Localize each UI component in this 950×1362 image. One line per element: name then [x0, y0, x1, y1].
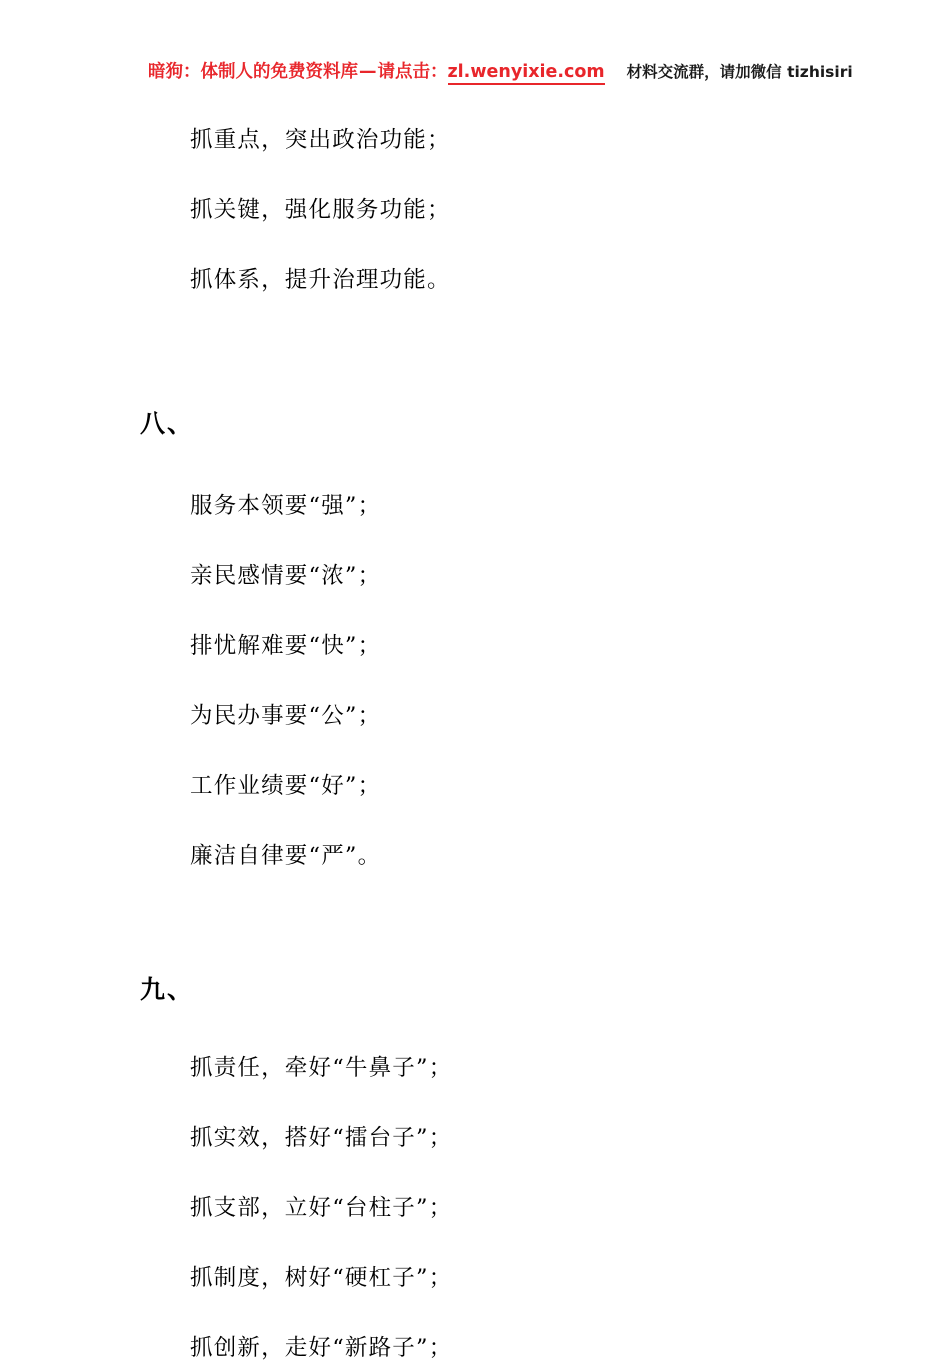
watermark-banner [148, 58, 853, 85]
document-line: 抓实效，搭好“擂台子”； [190, 1125, 453, 1151]
document-line: 廉洁自律要“严”。 [190, 843, 382, 869]
banner-note: 材料交流群，请加微信 tizhisiri [626, 63, 853, 81]
document-section [0, 404, 950, 870]
banner-site-link[interactable]: zl.wenyixie.com [448, 62, 605, 85]
document-line: 抓关键，强化服务功能； [190, 197, 451, 223]
document-line: 为民办事要“公”； [190, 703, 382, 729]
section-heading: 九、 [140, 975, 195, 1004]
document-line: 排忧解难要“快”； [190, 633, 382, 659]
document-line: 工作业绩要“好”； [190, 773, 382, 799]
document-line: 抓支部，立好“台柱子”； [190, 1195, 453, 1221]
document-line: 抓重点，突出政治功能； [190, 127, 451, 153]
document-line: 抓创新，走好“新路子”； [190, 1335, 453, 1361]
document-line: 亲民感情要“浓”； [190, 563, 382, 589]
banner-click-label: 请点击： [377, 62, 448, 82]
document-line: 抓体系，提升治理功能。 [190, 267, 451, 293]
banner-dash: — [359, 62, 377, 82]
section-heading: 八、 [140, 409, 195, 438]
banner-tagline: 体制人的免费资料库 [200, 62, 358, 82]
banner-brand: 暗狗： [148, 62, 201, 82]
document-section [0, 970, 950, 1362]
document-line: 抓制度，树好“硬杠子”； [190, 1265, 453, 1291]
document-body [0, 100, 950, 1362]
document-line: 抓责任，牵好“牛鼻子”； [190, 1055, 453, 1081]
document-line: 服务本领要“强”； [190, 493, 382, 519]
